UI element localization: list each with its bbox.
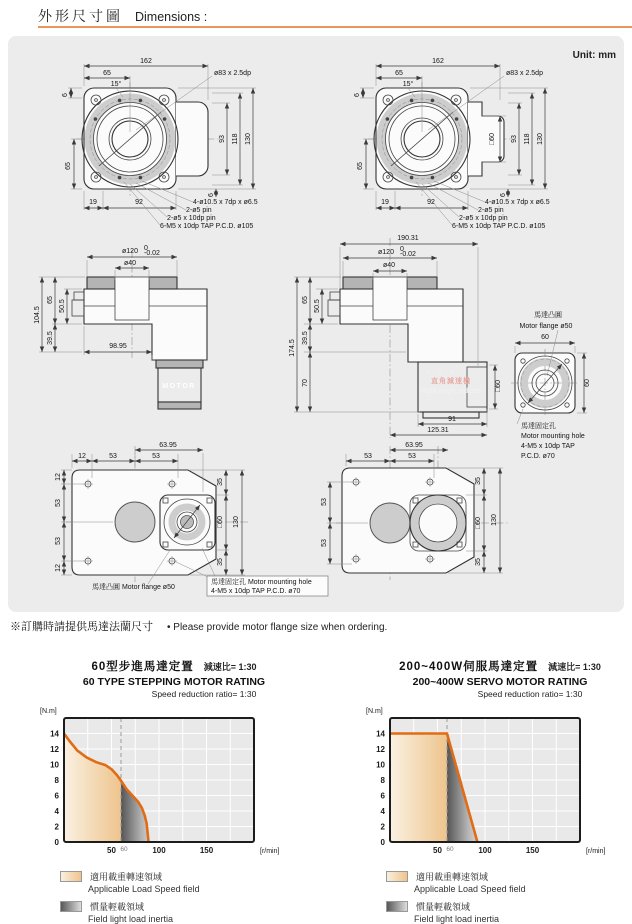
x-axis-unit: [r/min] <box>586 848 606 855</box>
tick-label: 60 <box>120 846 128 853</box>
chart1-ratio-zh: 減速比= 1:30 <box>203 662 257 672</box>
legend-label-en: Field light load inertia <box>88 914 174 924</box>
dim-label: 2-ø5 x 10dp pin <box>167 215 216 222</box>
dim-label: 125.31 <box>427 427 449 434</box>
chart2-title-zh: 200~400W伺服馬達定置 <box>399 661 539 673</box>
dim-label: MOTOR <box>162 383 196 390</box>
dim-label: -0.02 <box>144 250 160 257</box>
dim-label: 12 <box>55 564 62 572</box>
dim-label: 65 <box>357 162 364 170</box>
dim-label: 65 <box>65 162 72 170</box>
dim-label: 104.5 <box>34 306 41 324</box>
dim-label: □60 <box>217 515 224 529</box>
tick-label: 12 <box>376 744 385 754</box>
tick-label: 150 <box>199 846 214 855</box>
dim-label: 35 <box>475 477 482 485</box>
tick-label: 6 <box>54 791 59 801</box>
y-axis-unit: [N.m] <box>40 708 57 715</box>
dim-label: ø83 x 2.5dp <box>214 70 251 77</box>
dim-label: 馬達固定孔 Motor mounting hole <box>211 579 312 586</box>
dim-label: 12 <box>55 473 62 481</box>
ordering-note-en: • Please provide motor flange size when ordering. <box>167 622 388 633</box>
dim-label: 35 <box>475 558 482 566</box>
dim-label: 93 <box>219 135 226 143</box>
dim-label: 60 <box>584 379 591 387</box>
dim-label: 2-ø5 x 10dp pin <box>459 215 508 222</box>
dim-label: 130 <box>537 133 544 145</box>
dim-label: 118 <box>232 133 239 145</box>
housing-outline <box>328 277 487 418</box>
chart2-title-en: 200~400W SERVO MOTOR RATING <box>412 676 588 688</box>
legend-swatch-light-load <box>386 901 408 912</box>
servo-motor-chart-legend <box>386 864 626 924</box>
dim-label: 50.5 <box>59 299 66 313</box>
dim-label: 6 <box>62 93 69 97</box>
dim-label: 6 <box>500 193 507 197</box>
dim-label: 馬達固定孔 <box>521 423 556 430</box>
dim-label: Motor mounting hole <box>521 433 585 440</box>
dim-label: 53 <box>152 453 160 460</box>
stepping-motor-chart-titles <box>24 658 324 699</box>
dim-label: 2-ø5 pin <box>478 207 504 214</box>
servo-motor-chart-titles <box>350 658 632 699</box>
dim-label: 92 <box>427 199 435 206</box>
dim-label: 4-ø10.5 x 7dp x ø6.5 <box>485 199 550 206</box>
dim-label: 118 <box>524 133 531 145</box>
dim-label: 65 <box>103 70 111 77</box>
legend-label-zh: 適用載重轉速領域 <box>416 872 489 882</box>
dim-label: 0 <box>400 246 404 253</box>
legend-label-zh: 適用載重轉速領域 <box>90 872 163 882</box>
tick-label: 4 <box>54 806 59 816</box>
dim-label: Motor flange ø50 <box>519 323 573 330</box>
page-title-en: Dimensions : <box>135 10 208 24</box>
dim-label: 65 <box>47 296 54 304</box>
dim-label: 93 <box>511 135 518 143</box>
flange-outline <box>374 88 504 189</box>
dim-label: □60 <box>475 516 482 530</box>
dim-label: 53 <box>321 498 328 506</box>
tick-label: 4 <box>380 806 385 816</box>
tick-label: 10 <box>376 760 385 770</box>
drawing-side-view-motor <box>28 240 308 435</box>
ordering-note <box>10 618 387 634</box>
dim-label: 6-M5 x 10dp TAP P.C.D. ø105 <box>160 223 254 230</box>
title-underline <box>38 26 632 28</box>
dim-label: 53 <box>321 539 328 547</box>
dim-label: 15° <box>110 81 122 88</box>
dim-label: ø40 <box>123 260 137 267</box>
dim-label: 53 <box>408 453 416 460</box>
dim-label: 130 <box>233 516 240 528</box>
dim-label: 35 <box>217 478 224 486</box>
dim-label: 直角減速機 <box>431 378 471 385</box>
page-title-zh: 外形尺寸圖 <box>38 8 123 24</box>
chart2-subtitle-en: Speed reduction ratio= 1:30 <box>477 689 583 699</box>
tick-label: 100 <box>478 846 492 855</box>
dim-label: 4-M5 x 10dp TAP <box>521 443 575 450</box>
tick-label: 0 <box>54 837 59 847</box>
tick-label: 150 <box>525 846 540 855</box>
body-outline <box>342 468 474 573</box>
dim-label: 19 <box>89 199 97 206</box>
dim-label: 6 <box>354 93 361 97</box>
dim-label: 0 <box>144 245 148 252</box>
dim-label: 98.95 <box>109 343 127 350</box>
drawing-front-view-left <box>36 52 321 234</box>
dim-label: 馬達凸圓 Motor flange ø50 <box>92 584 175 591</box>
dim-label: -0.02 <box>400 251 416 258</box>
dim-label: 6-M5 x 10dp TAP P.C.D. ø105 <box>452 223 546 230</box>
dim-label: ø120 <box>122 248 138 255</box>
dim-label: 35 <box>217 558 224 566</box>
dim-label: 馬達凸圓 <box>534 312 562 319</box>
tick-label: 2 <box>54 822 59 832</box>
dim-label: 50.5 <box>314 299 321 313</box>
dim-label: 162 <box>432 58 444 65</box>
dim-label: 53 <box>109 453 117 460</box>
legend-swatch-applicable-load <box>386 871 408 882</box>
dim-label: 174.5 <box>289 339 296 357</box>
tick-label: 8 <box>54 775 59 785</box>
tick-label: 2 <box>380 822 385 832</box>
tick-label: 0 <box>380 837 385 847</box>
legend-swatch-light-load <box>60 901 82 912</box>
flange-outline <box>82 88 208 189</box>
dim-label: 39.5 <box>47 331 54 345</box>
dim-label: 12 <box>78 453 86 460</box>
servo-motor-chart <box>350 702 632 870</box>
dim-label: 2-ø5 pin <box>186 207 212 214</box>
page-title <box>38 6 207 26</box>
tick-label: 10 <box>50 760 59 770</box>
y-axis-unit: [N.m] <box>366 708 383 715</box>
chart2-ratio-zh: 減速比= 1:30 <box>548 662 601 672</box>
tick-label: 50 <box>433 846 442 855</box>
x-axis-unit: [r/min] <box>260 848 280 855</box>
legend-label-en: Applicable Load Speed field <box>88 884 200 894</box>
tick-label: 12 <box>50 744 59 754</box>
dim-label: □60 <box>489 132 496 146</box>
tick-label: 14 <box>50 729 59 739</box>
flange-detail <box>511 330 587 424</box>
legend-label-en: Applicable Load Speed field <box>414 884 526 894</box>
dim-label: ø40 <box>382 262 396 269</box>
tick-label: 100 <box>152 846 166 855</box>
dim-label: 53 <box>364 453 372 460</box>
dim-label: 63.95 <box>405 442 423 449</box>
dim-label: 63.95 <box>159 442 177 449</box>
dim-label: P.C.D. ø70 <box>521 453 555 460</box>
dim-label: 39.5 <box>302 331 309 345</box>
dim-label: 65 <box>302 296 309 304</box>
drawing-front-view-right <box>328 52 613 234</box>
dim-label: ø83 x 2.5dp <box>506 70 543 77</box>
dim-label: 19 <box>381 199 389 206</box>
chart1-title-en: 60 TYPE STEPPING MOTOR RATING <box>82 676 266 688</box>
dim-label: 190.31 <box>397 235 419 242</box>
dim-label: 91 <box>448 416 456 423</box>
dim-label: Right angle reducer <box>420 388 482 395</box>
legend-swatch-applicable-load <box>60 871 82 882</box>
ordering-note-zh: ※訂購時請提供馬達法蘭尺寸 <box>10 621 153 633</box>
dim-label: ø120 <box>378 249 394 256</box>
tick-label: 6 <box>380 791 385 801</box>
dim-label: 60 <box>541 334 549 341</box>
dim-label: 162 <box>140 58 152 65</box>
tick-label: 60 <box>446 846 454 853</box>
dim-label: 4-M5 x 10dp TAP P.C.D. ø70 <box>211 588 301 595</box>
legend-label-zh: 慣量輕載領域 <box>90 902 145 912</box>
drawing-bottom-view-right <box>318 438 618 608</box>
legend-label-zh: 慣量輕載領域 <box>416 902 471 912</box>
stepping-motor-chart-legend <box>60 864 300 924</box>
reducer-screws <box>427 371 454 402</box>
unit-label: Unit: mm <box>572 50 616 61</box>
dim-label: 130 <box>245 133 252 145</box>
legend-label-en: Field light load inertia <box>414 914 500 924</box>
tick-label: 50 <box>107 846 116 855</box>
dim-label: 6 <box>208 193 215 197</box>
dim-label: 130 <box>491 514 498 526</box>
drawing-bottom-view-left <box>30 438 330 610</box>
dim-label: □60 <box>495 379 502 393</box>
tick-label: 14 <box>376 729 385 739</box>
chart1-subtitle-en: Speed reduction ratio= 1:30 <box>151 689 257 699</box>
dim-label: 53 <box>55 499 62 507</box>
dim-label: 53 <box>55 537 62 545</box>
tick-label: 8 <box>380 775 385 785</box>
dim-label: 65 <box>395 70 403 77</box>
drawing-side-view-reducer <box>290 228 632 463</box>
chart1-title-zh: 60型步進馬達定置 <box>91 661 194 673</box>
reducer-block <box>418 362 487 412</box>
dim-label: 15° <box>402 81 414 88</box>
dim-label: 92 <box>135 199 143 206</box>
stepping-motor-chart <box>24 702 324 870</box>
dim-label: 70 <box>302 379 309 387</box>
dim-label: 4-ø10.5 x 7dp x ø6.5 <box>193 199 258 206</box>
body-outline <box>72 470 216 575</box>
